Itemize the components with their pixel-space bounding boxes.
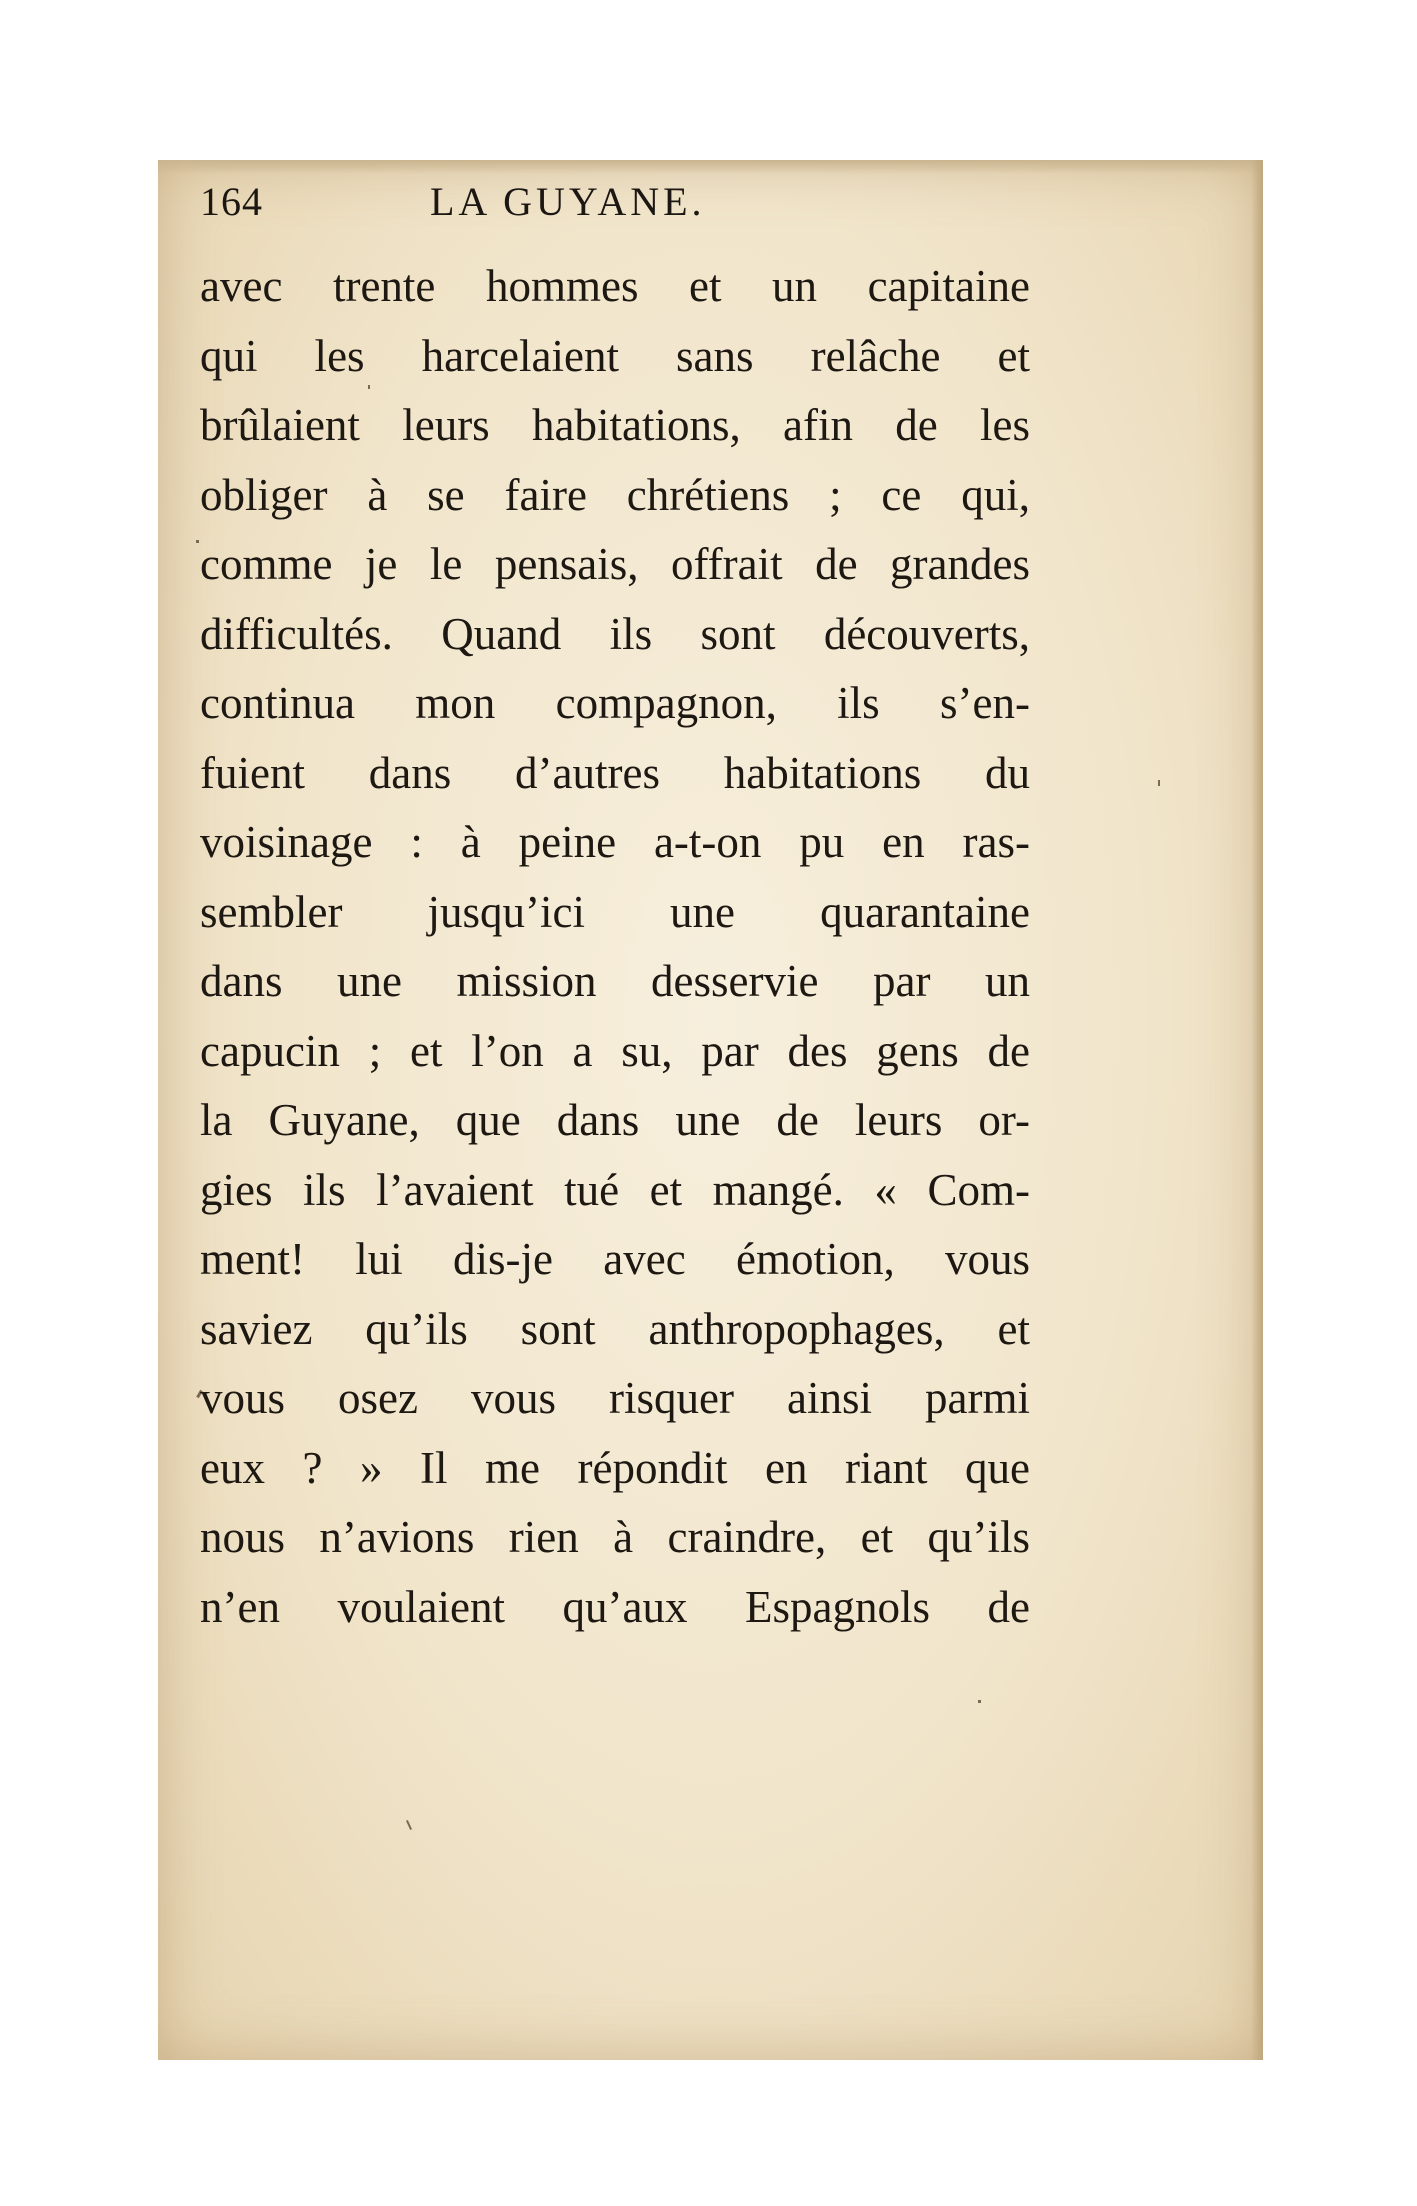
text-line: difficultés. Quand ils sont découverts, [200, 608, 1030, 659]
text-line: voisinage : à peine a-t-on pu en ras- [200, 817, 1030, 867]
text-line: fuient dans d’autres habitations du [200, 747, 1030, 798]
text-line: avec trente hommes et un capitaine [200, 261, 1030, 311]
text-line: vous osez vous risquer ainsi parmi [200, 1373, 1030, 1423]
body-text [200, 252, 1030, 1642]
text-line: brûlaient leurs habitations, afin de les [200, 400, 1030, 450]
text-line: gies ils l’avaient tué et mangé. « Com- [200, 1164, 1030, 1215]
text-line: continua mon compagnon, ils s’en- [200, 678, 1030, 728]
text-line: dans une mission desservie par un [200, 956, 1030, 1006]
text-line: la Guyane, que dans une de leurs or- [200, 1095, 1030, 1145]
text-line: sembler jusqu’ici une quarantaine [200, 886, 1030, 937]
paper-speck [196, 540, 199, 543]
text-line: obliger à se faire chrétiens ; ce qui, [200, 469, 1030, 520]
page-header [200, 178, 960, 238]
running-title: LA GUYANE. [430, 179, 706, 224]
paper-speck [978, 1700, 981, 1703]
paper-speck [1158, 780, 1160, 786]
text-line: capucin ; et l’on a su, par des gens de [200, 1025, 1030, 1076]
text-line: eux ? » Il me répondit en riant que [200, 1442, 1030, 1493]
text-line: ment! lui dis-je avec émotion, vous [200, 1234, 1030, 1284]
text-line: saviez qu’ils sont anthropophages, et [200, 1303, 1030, 1354]
text-line: nous n’avions rien à craindre, et qu’ils [200, 1512, 1030, 1562]
page-number: 164 [200, 179, 263, 224]
paper-speck [406, 1820, 412, 1830]
text-line: n’en voulaient qu’aux Espagnols de [200, 1581, 1030, 1632]
text-line: comme je le pensais, offrait de grandes [200, 539, 1030, 589]
text-line: qui les harcelaient sans relâche et [200, 330, 1030, 381]
